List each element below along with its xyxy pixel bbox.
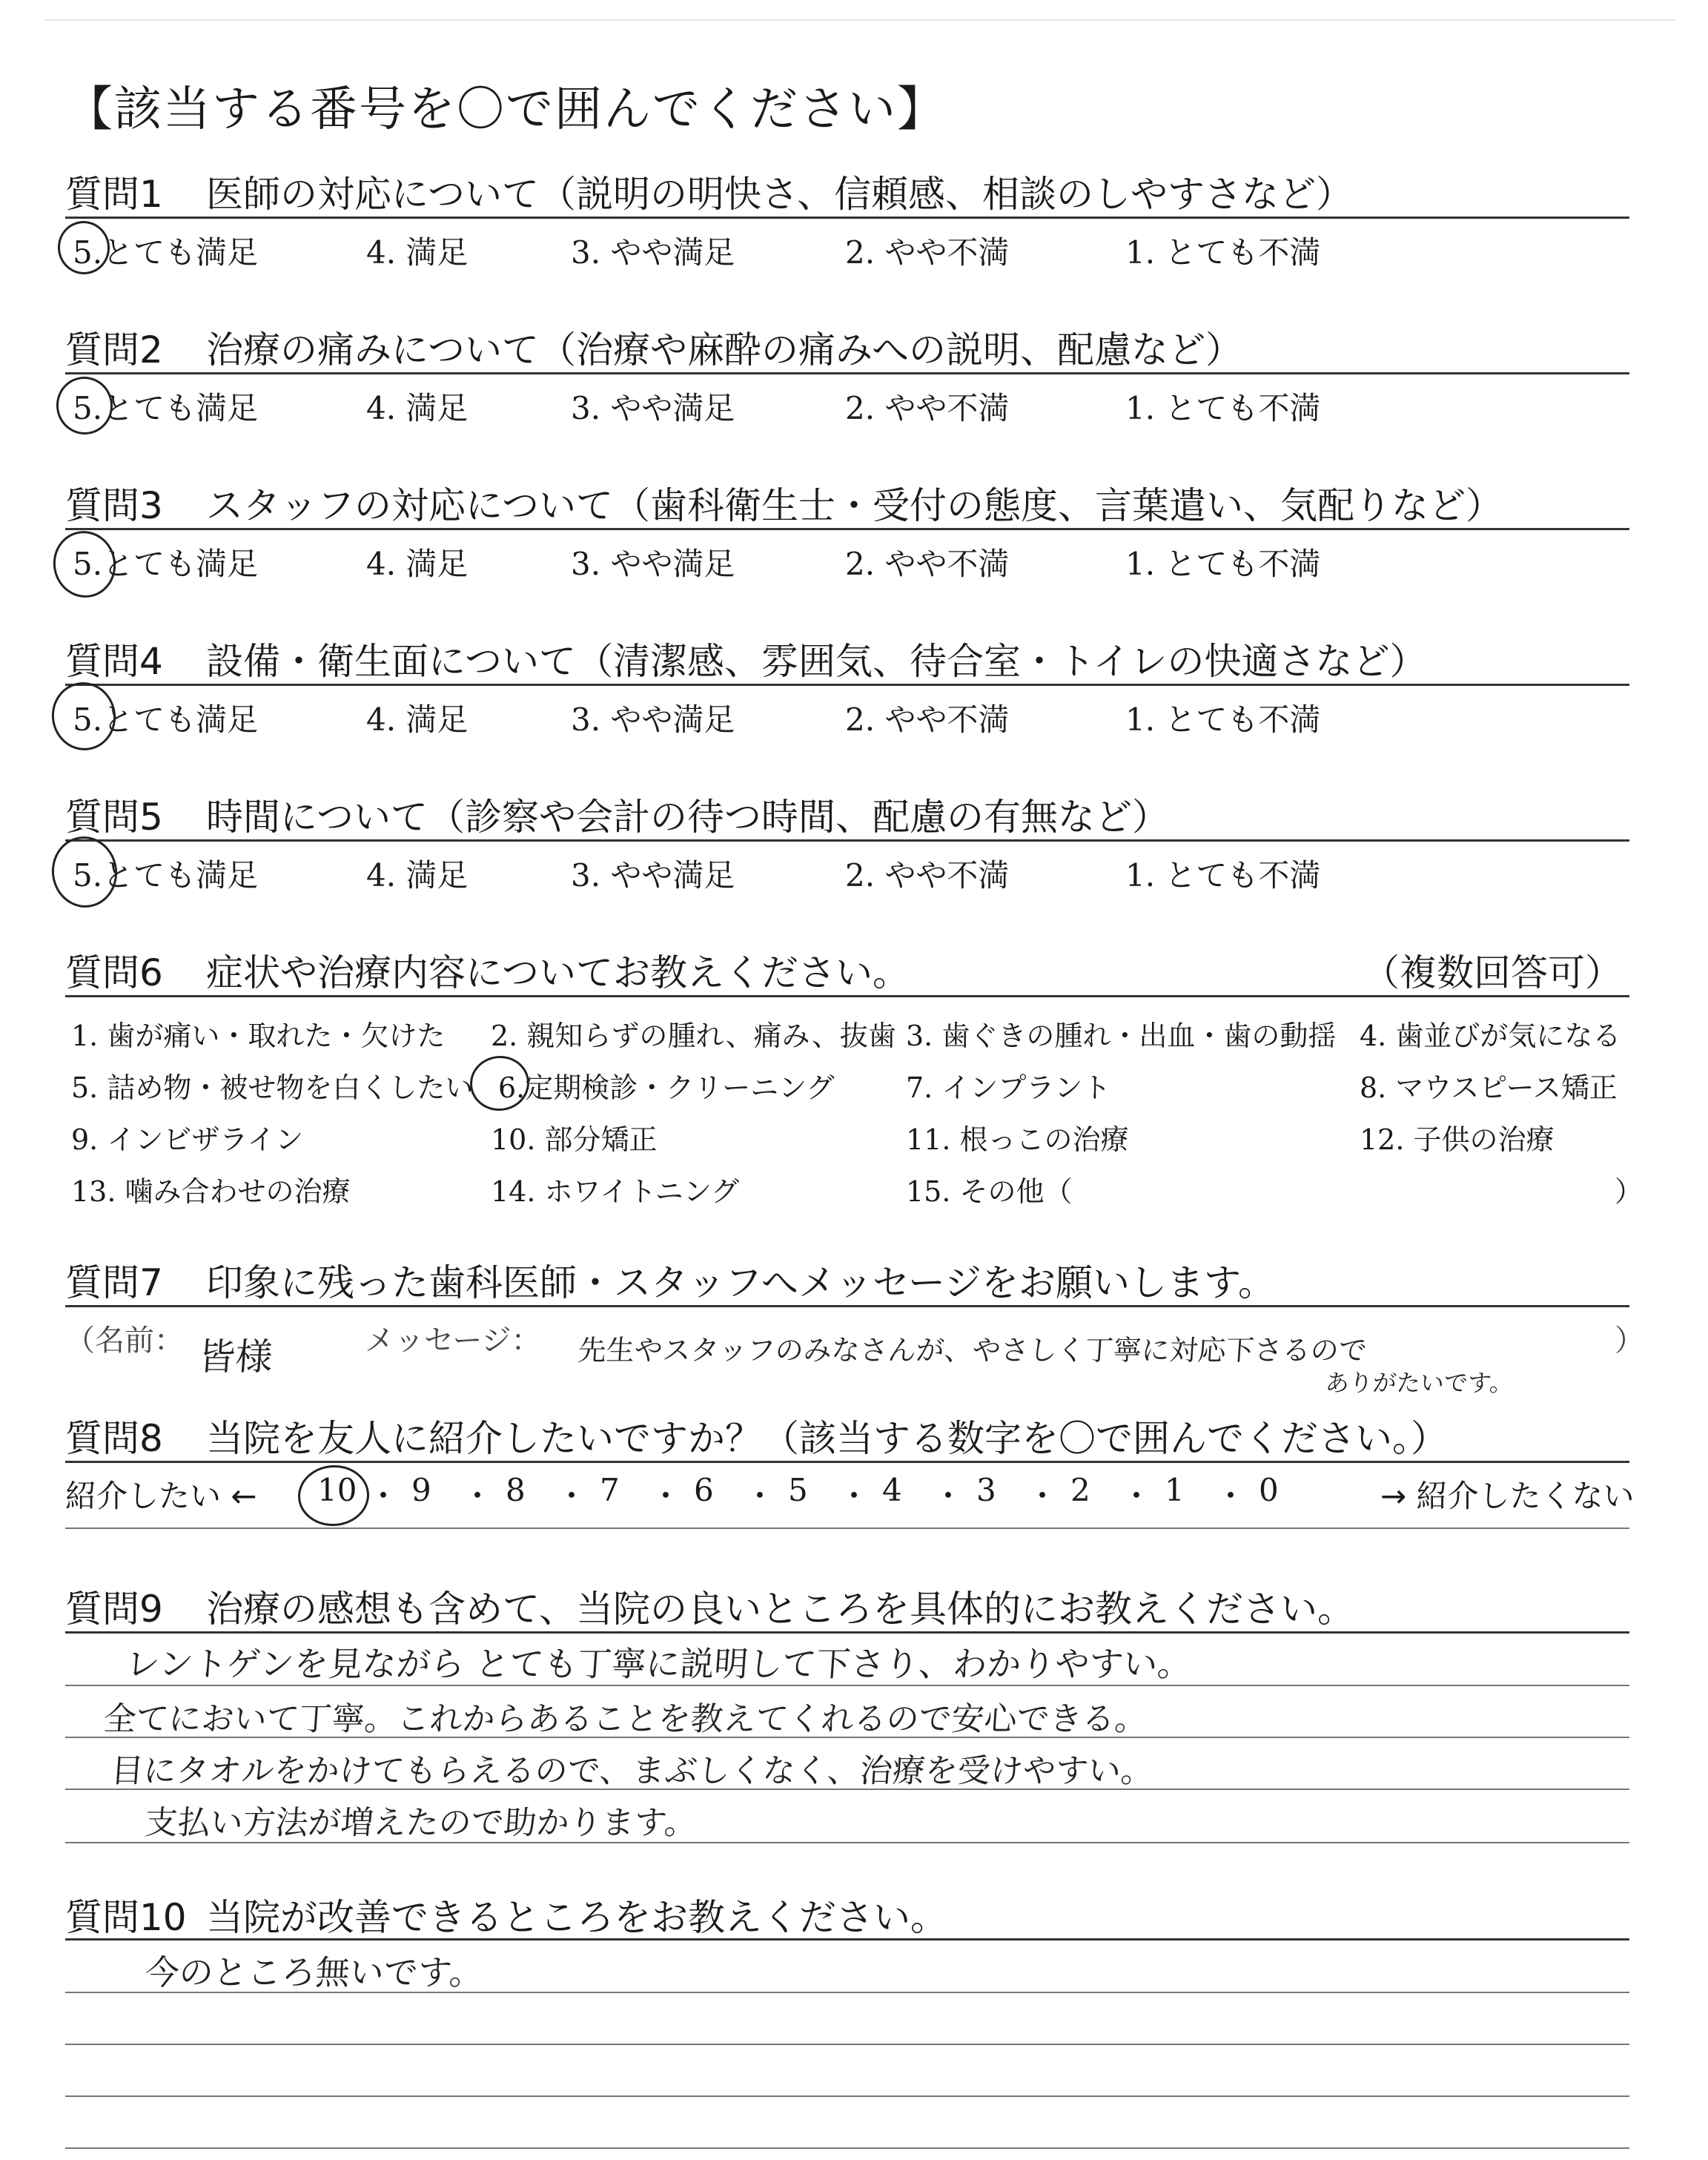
symptom-option[interactable]: 2. 親知らずの腫れ、痛み、抜歯 [491,1020,896,1052]
answer-rule [65,1789,1629,1790]
symptom-option[interactable]: 9. インビザライン [71,1123,304,1156]
answer-rule [65,1992,1629,1993]
option-2[interactable]: 2. やや不満 [845,390,1010,426]
question-4 [65,632,1427,685]
recommend-right-label: → 紹介したくない [1380,1478,1635,1514]
scale-value[interactable]: 4 [882,1472,902,1508]
scale-separator: ・ [650,1478,682,1514]
divider [65,1938,1629,1941]
option-2[interactable]: 2. やや不満 [845,546,1010,582]
question-text: 治療の痛みについて（治療や麻酔の痛みへの説明、配慮など） [206,328,1242,371]
option-1[interactable]: 1. とても不満 [1125,701,1321,738]
option-5[interactable]: 5.とても満足 [73,390,259,426]
question-number: 質問7 [65,1261,163,1304]
divider [65,1527,1629,1529]
option-5[interactable]: 5.とても満足 [73,857,259,894]
option-1[interactable]: 1. とても不満 [1125,546,1321,582]
option-3[interactable]: 3. やや満足 [571,857,735,894]
symptom-option[interactable]: 15. その他（ [906,1175,1073,1208]
question-number: 質問4 [65,640,163,683]
scale-value[interactable]: 1 [1165,1472,1185,1508]
scale-separator: ・ [462,1478,494,1514]
scale-value[interactable]: 9 [411,1472,431,1508]
question-text: 時間について（診察や会計の待つ時間、配慮の有無など） [206,796,1169,839]
divider [65,528,1629,530]
option-2[interactable]: 2. やや不満 [845,234,1010,271]
close-paren: ） [1615,1175,1644,1208]
message-answer-line-2: ありがたいです。 [1324,1369,1515,1397]
question-7 [65,1253,1275,1307]
answer-line-4: 支払い方法が増えたので助かります。 [143,1804,698,1842]
symptom-option[interactable]: 5. 詰め物・被せ物を白くしたい [71,1071,474,1104]
question-text: 印象に残った歯科医師・スタッフへメッセージをお願いします。 [206,1261,1275,1304]
option-5[interactable]: 5.とても満足 [73,234,259,271]
option-3[interactable]: 3. やや満足 [571,390,735,426]
scale-value[interactable]: 6 [694,1472,714,1508]
option-1[interactable]: 1. とても不満 [1125,234,1321,271]
scale-separator: ・ [368,1478,400,1514]
divider [65,217,1629,219]
multiple-answer-note: （複数回答可） [1363,951,1622,994]
message-label: メッセージ： [365,1324,541,1358]
scale-value[interactable]: 10 [317,1472,357,1508]
selection-circle [52,372,117,439]
option-5[interactable]: 5.とても満足 [73,701,259,738]
answer-rule [65,2095,1629,2097]
scale-separator: ・ [1027,1478,1059,1514]
divider [65,1461,1629,1463]
option-3[interactable]: 3. やや満足 [571,234,735,271]
scale-separator: ・ [744,1478,776,1514]
selection-circle [47,525,122,603]
question-text: 症状や治療内容についてお教えください。 [206,951,910,994]
answer-line-1: レントゲンを見ながら とても丁寧に説明して下さり、わかりやすい。 [124,1644,1194,1684]
question-9 [65,1579,1354,1633]
symptom-option[interactable]: 8. マウスピース矯正 [1360,1071,1618,1104]
symptom-option[interactable]: 11. 根っこの治療 [906,1123,1129,1156]
selection-circle [296,1463,371,1528]
scale-value[interactable]: 2 [1070,1472,1090,1508]
question-8 [65,1409,1448,1462]
name-label: （名前： [65,1324,184,1358]
scale-value[interactable]: 8 [506,1472,526,1508]
selection-circle [47,677,122,756]
symptom-option[interactable]: 3. 歯ぐきの腫れ・出血・歯の動揺 [906,1020,1337,1052]
symptom-option[interactable]: 1. 歯が痛い・取れた・欠けた [71,1020,446,1052]
question-text: 治療の感想も含めて、当院の良いところを具体的にお教えください。 [206,1588,1354,1631]
divider [65,1305,1629,1307]
message-answer-line-1: 先生やスタッフのみなさんが、やさしく丁寧に対応下さるので [577,1334,1368,1367]
question-text: スタッフの対応について（歯科衛生士・受付の態度、言葉遣い、気配りなど） [206,484,1503,527]
scale-value[interactable]: 7 [600,1472,620,1508]
question-number: 質問1 [65,173,163,216]
divider [65,1631,1629,1634]
question-number: 質問10 [65,1896,187,1939]
question-text: 設備・衛生面について（清潔感、雰囲気、待合室・トイレの快適さなど） [206,640,1427,683]
question-2 [65,320,1242,374]
scale-value[interactable]: 0 [1259,1472,1279,1508]
option-4[interactable]: 4. 満足 [366,701,469,738]
option-4[interactable]: 4. 満足 [366,857,469,894]
recommend-left-label: 紹介したい ← [65,1478,257,1514]
scale-separator: ・ [838,1478,870,1514]
symptom-option[interactable]: 10. 部分矯正 [491,1123,658,1156]
option-4[interactable]: 4. 満足 [366,546,469,582]
question-1 [65,165,1353,218]
option-2[interactable]: 2. やや不満 [845,701,1010,738]
question-number: 質問5 [65,796,163,839]
page-title: 【該当する番号を〇で囲んでください】 [65,82,946,137]
question-number: 質問9 [65,1588,163,1631]
top-border [44,19,1675,21]
scale-value[interactable]: 3 [976,1472,996,1508]
question-10 [65,1888,947,1941]
divider [65,995,1629,997]
question-5 [65,787,1169,841]
symptom-option[interactable]: 14. ホワイトニング [491,1175,740,1208]
option-1[interactable]: 1. とても不満 [1125,857,1321,894]
answer-line-1: 今のところ無いです。 [143,1952,486,1992]
scale-value[interactable]: 5 [788,1472,808,1508]
answer-rule [65,2147,1629,2149]
question-number: 質問3 [65,484,163,527]
scale-separator: ・ [933,1478,964,1514]
symptom-option[interactable]: 12. 子供の治療 [1360,1123,1555,1156]
scale-separator: ・ [1121,1478,1153,1514]
question-number: 質問8 [65,1417,163,1460]
scale-separator: ・ [1215,1478,1247,1514]
question-3 [65,476,1503,529]
question-number: 質問2 [65,328,163,371]
divider [65,372,1629,374]
divider [65,839,1629,842]
option-2[interactable]: 2. やや不満 [845,857,1010,894]
question-number: 質問6 [65,951,163,994]
answer-line-3: 目にタオルをかけてもらえるので、まぶしくなく、治療を受けやすい。 [109,1752,1155,1790]
option-3[interactable]: 3. やや満足 [571,546,735,582]
close-paren: ） [1615,1324,1644,1358]
answer-rule [65,2044,1629,2045]
symptom-option[interactable]: 13. 噛み合わせの治療 [71,1175,351,1208]
symptom-option[interactable]: 4. 歯並びが気になる [1360,1020,1621,1052]
option-4[interactable]: 4. 満足 [366,390,469,426]
question-6 [65,943,910,997]
divider [65,684,1629,686]
symptom-option[interactable]: 7. インプラント [906,1071,1111,1104]
answer-line-2: 全てにおいて丁寧。これからあることを教えてくれるので安心できる。 [102,1700,1149,1738]
question-text: 当院が改善できるところをお教えください。 [206,1896,947,1939]
question-text: 当院を友人に紹介したいですか？（該当する数字を〇で囲んでください。） [206,1417,1448,1460]
answer-rule [65,1842,1629,1843]
name-answer: 皆様 [196,1335,274,1378]
option-3[interactable]: 3. やや満足 [571,701,735,738]
symptom-option[interactable]: 6.定期検診・クリーニング [498,1071,835,1104]
scale-separator: ・ [556,1478,588,1514]
answer-rule [65,1685,1629,1686]
selection-circle [47,832,122,911]
option-4[interactable]: 4. 満足 [366,234,469,271]
question-text: 医師の対応について（説明の明快さ、信頼感、相談のしやすさなど） [206,173,1353,216]
answer-rule [65,1737,1629,1738]
option-1[interactable]: 1. とても不満 [1125,390,1321,426]
option-5[interactable]: 5.とても満足 [73,546,259,582]
